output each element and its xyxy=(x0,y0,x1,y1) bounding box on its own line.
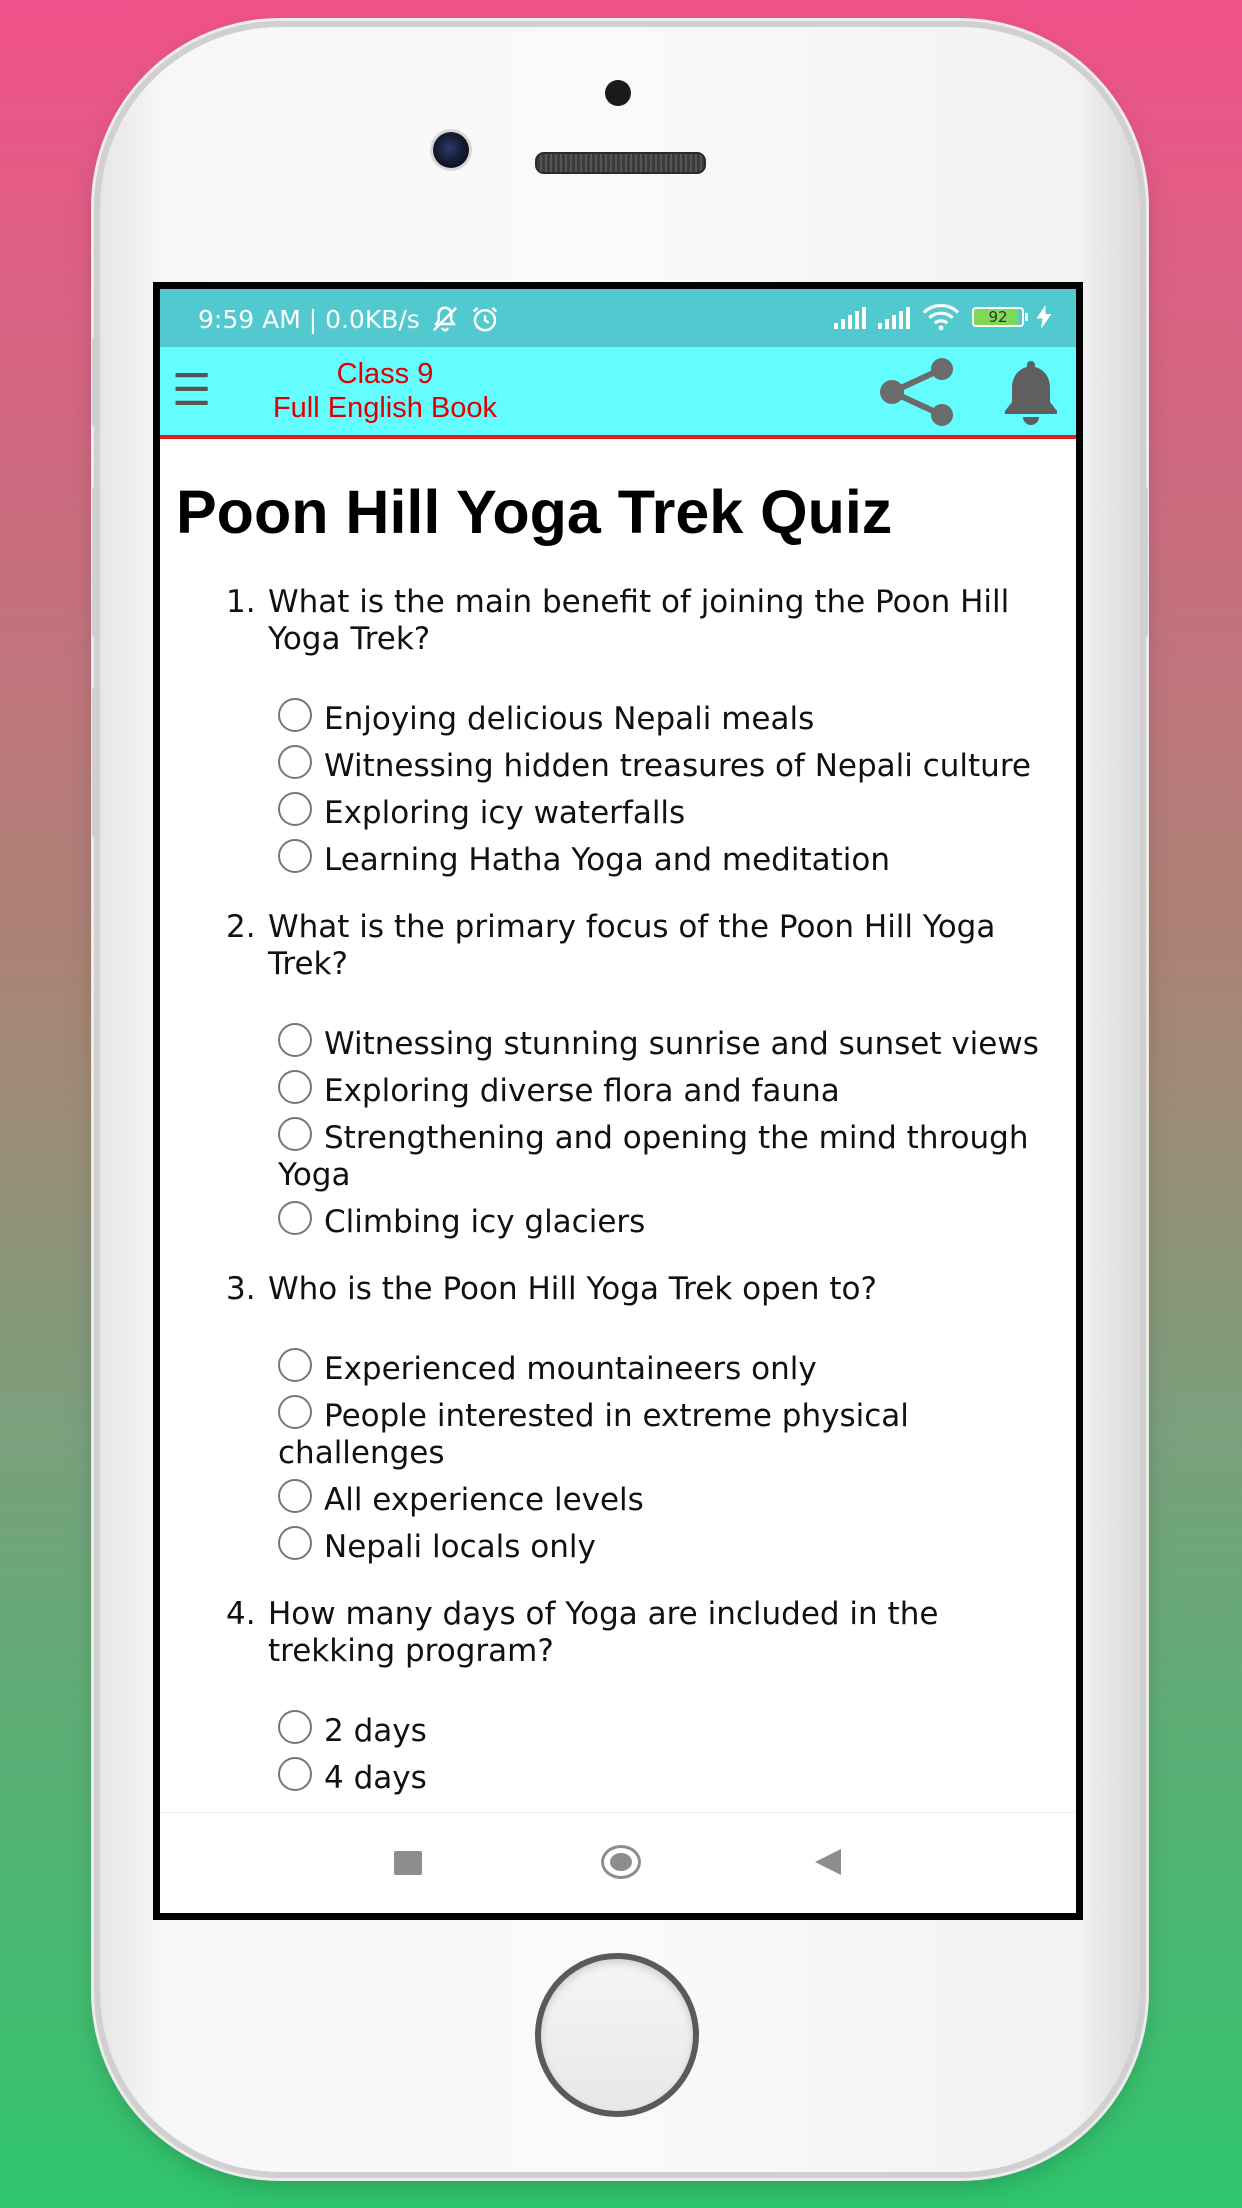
option-label: Nepali locals only xyxy=(324,1529,596,1565)
radio-button[interactable] xyxy=(278,1117,312,1151)
option-label: Exploring icy waterfalls xyxy=(324,795,686,831)
volume-button xyxy=(92,487,100,637)
radio-button[interactable] xyxy=(278,839,312,873)
volume-button xyxy=(92,687,100,837)
option[interactable] xyxy=(268,698,1076,738)
question-number: 1. xyxy=(226,584,256,620)
option-label: People interested in extreme physical challenges xyxy=(278,1398,909,1471)
app-title-line2: Full English Book xyxy=(272,392,498,424)
power-button xyxy=(1140,487,1148,637)
radio-button[interactable] xyxy=(278,1710,312,1744)
device-screen xyxy=(153,282,1083,1920)
earpiece-speaker xyxy=(535,152,706,174)
option[interactable] xyxy=(268,1023,1076,1063)
radio-button[interactable] xyxy=(278,698,312,732)
option-label: Witnessing stunning sunrise and sunset views xyxy=(324,1026,1039,1062)
home-button[interactable] xyxy=(535,1953,699,2117)
quiz-content[interactable] xyxy=(160,439,1076,1827)
option-group xyxy=(268,1023,1076,1241)
question-number: 4. xyxy=(226,1596,256,1632)
question-list xyxy=(160,584,1076,1827)
option-label: 2 days xyxy=(324,1713,427,1749)
wifi-icon xyxy=(922,303,960,331)
app-bar xyxy=(160,347,1076,439)
battery-icon xyxy=(972,307,1024,327)
radio-button[interactable] xyxy=(278,1023,312,1057)
app-title xyxy=(235,357,535,425)
home-nav-button[interactable] xyxy=(601,1845,641,1879)
option[interactable] xyxy=(268,792,1076,832)
option[interactable] xyxy=(268,1070,1076,1110)
proximity-sensor xyxy=(605,80,631,106)
radio-button[interactable] xyxy=(278,1201,312,1235)
radio-button[interactable] xyxy=(278,1348,312,1382)
radio-button[interactable] xyxy=(278,1395,312,1429)
option-label: 4 days xyxy=(324,1760,427,1796)
question-number: 3. xyxy=(226,1271,256,1307)
option-label: Witnessing hidden treasures of Nepali culture xyxy=(324,748,1031,784)
question-text: What is the primary focus of the Poon Hill Yoga Trek? xyxy=(268,909,996,982)
bell-off-icon xyxy=(430,304,460,334)
radio-button[interactable] xyxy=(278,1479,312,1513)
option-label: Experienced mountaineers only xyxy=(324,1351,817,1387)
radio-button[interactable] xyxy=(278,1070,312,1104)
front-camera xyxy=(433,132,469,168)
status-time: 9:59 AM | 0.0KB/s xyxy=(198,304,420,334)
bell-icon[interactable] xyxy=(998,357,1064,427)
option-label: All experience levels xyxy=(324,1482,644,1518)
question-item xyxy=(226,909,1076,1241)
question-text: How many days of Yoga are included in the trekking program? xyxy=(268,1596,939,1669)
question-item xyxy=(226,1271,1076,1566)
option[interactable] xyxy=(268,1395,1076,1472)
option-label: Strengthening and opening the mind through Yoga xyxy=(278,1120,1029,1193)
question-text: Who is the Poon Hill Yoga Trek open to? xyxy=(268,1271,877,1307)
back-button[interactable] xyxy=(815,1849,841,1875)
option[interactable] xyxy=(268,1479,1076,1519)
status-bar xyxy=(160,289,1076,347)
hamburger-icon[interactable]: ☰ xyxy=(172,365,212,416)
option-label: Exploring diverse flora and fauna xyxy=(324,1073,840,1109)
option[interactable] xyxy=(268,1348,1076,1388)
option-label: Learning Hatha Yoga and meditation xyxy=(324,842,890,878)
option[interactable] xyxy=(268,839,1076,879)
share-icon[interactable] xyxy=(876,357,958,427)
question-item xyxy=(226,1596,1076,1797)
signal-icon xyxy=(878,305,910,329)
radio-button[interactable] xyxy=(278,745,312,779)
option[interactable] xyxy=(268,1117,1076,1194)
option[interactable] xyxy=(268,1757,1076,1797)
option-group xyxy=(268,1348,1076,1566)
radio-button[interactable] xyxy=(278,1526,312,1560)
option[interactable] xyxy=(268,1526,1076,1566)
recent-apps-button[interactable] xyxy=(394,1851,422,1875)
question-text: What is the main benefit of joining the Poon Hill Yoga Trek? xyxy=(268,584,1010,657)
volume-button xyxy=(92,337,100,427)
battery-level: 92 xyxy=(988,308,1008,326)
option-group xyxy=(268,1710,1076,1797)
option-group xyxy=(268,698,1076,879)
option[interactable] xyxy=(268,1201,1076,1241)
lightning-icon xyxy=(1036,305,1052,329)
option-label: Enjoying delicious Nepali meals xyxy=(324,701,815,737)
signal-icon xyxy=(834,305,866,329)
option-label: Climbing icy glaciers xyxy=(324,1204,646,1240)
radio-button[interactable] xyxy=(278,792,312,826)
app-title-line1: Class 9 xyxy=(336,358,434,390)
question-number: 2. xyxy=(226,909,256,945)
option[interactable] xyxy=(268,1710,1076,1750)
question-item xyxy=(226,584,1076,879)
navigation-bar xyxy=(160,1812,1076,1913)
page-title: Poon Hill Yoga Trek Quiz xyxy=(176,478,893,546)
option[interactable] xyxy=(268,745,1076,785)
radio-button[interactable] xyxy=(278,1757,312,1791)
alarm-icon xyxy=(470,304,500,334)
